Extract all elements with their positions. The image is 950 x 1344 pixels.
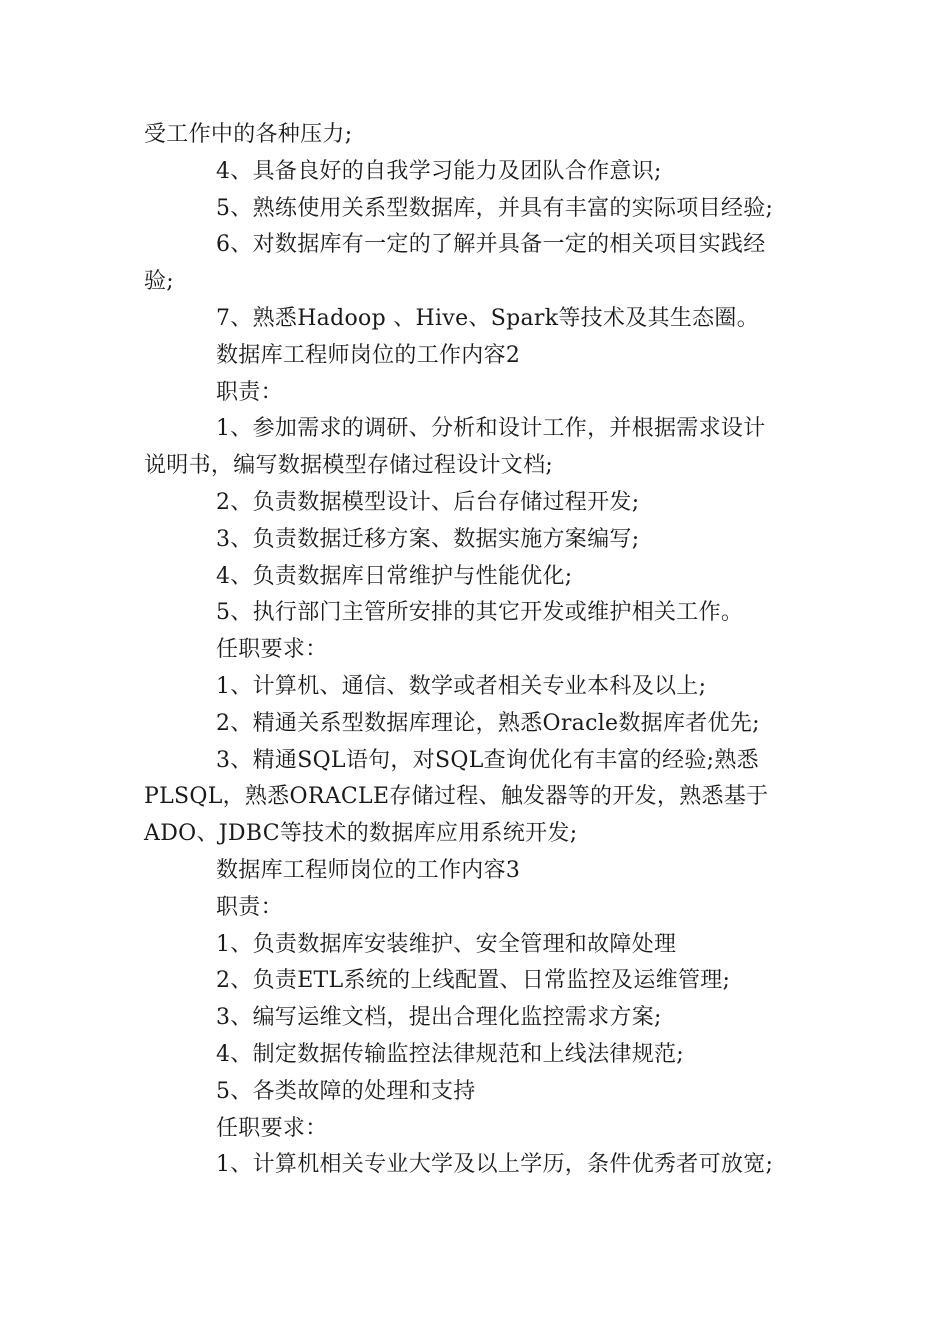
subsection-label: 职责：	[216, 894, 283, 920]
text-line: 1、计算机、通信、数学或者相关专业本科及以上;	[216, 673, 707, 699]
text-line: 验;	[144, 269, 175, 295]
text-line: 2、负责数据模型设计、后台存储过程开发;	[216, 489, 640, 515]
text-line: 6、对数据库有一定的了解并具备一定的相关项目实践经	[216, 232, 766, 258]
text-line: 说明书，编写数据模型存储过程设计文档;	[144, 453, 554, 479]
text-line: 2、精通关系型数据库理论，熟悉Oracle数据库者优先;	[216, 710, 760, 736]
text-line: 受工作中的各种压力;	[144, 122, 353, 147]
section-heading: 数据库工程师岗位的工作内容2	[216, 342, 521, 368]
subsection-label: 职责：	[216, 379, 283, 405]
text-line: 5、执行部门主管所安排的其它开发或维护相关工作。	[216, 600, 744, 626]
text-line: 3、编写运维文档，提出合理化监控需求方案;	[216, 1005, 662, 1031]
subsection-label: 任职要求：	[216, 1115, 328, 1141]
text-line: 1、参加需求的调研、分析和设计工作，并根据需求设计	[216, 416, 766, 442]
text-line: 5、熟练使用关系型数据库，并具有丰富的实际项目经验;	[216, 195, 774, 221]
text-line: 3、精通SQL语句，对SQL查询优化有丰富的经验;熟悉	[216, 747, 759, 773]
text-line: 1、计算机相关专业大学及以上学历，条件优秀者可放宽;	[216, 1152, 774, 1178]
subsection-label: 任职要求：	[216, 637, 328, 663]
text-line: 4、负责数据库日常维护与性能优化;	[216, 563, 573, 589]
text-line: 2、负责ETL系统的上线配置、日常监控及运维管理;	[216, 968, 731, 994]
text-line: ADO、JDBC等技术的数据库应用系统开发;	[144, 821, 578, 847]
text-line: 1、负责数据库安装维护、安全管理和故障处理	[216, 931, 677, 957]
text-line: 3、负责数据迁移方案、数据实施方案编写;	[216, 526, 640, 552]
text-line: PLSQL，熟悉ORACLE存储过程、触发器等的开发，熟悉基于	[144, 784, 769, 810]
text-line: 4、制定数据传输监控法律规范和上线法律规范;	[216, 1041, 685, 1067]
text-line: 4、具备良好的自我学习能力及团队合作意识;	[216, 158, 662, 184]
section-heading: 数据库工程师岗位的工作内容3	[216, 857, 521, 883]
document-body	[144, 117, 814, 1184]
text-line: 5、各类故障的处理和支持	[216, 1078, 476, 1104]
text-line: 7、熟悉Hadoop 、Hive、Spark等技术及其生态圈。	[216, 305, 760, 331]
